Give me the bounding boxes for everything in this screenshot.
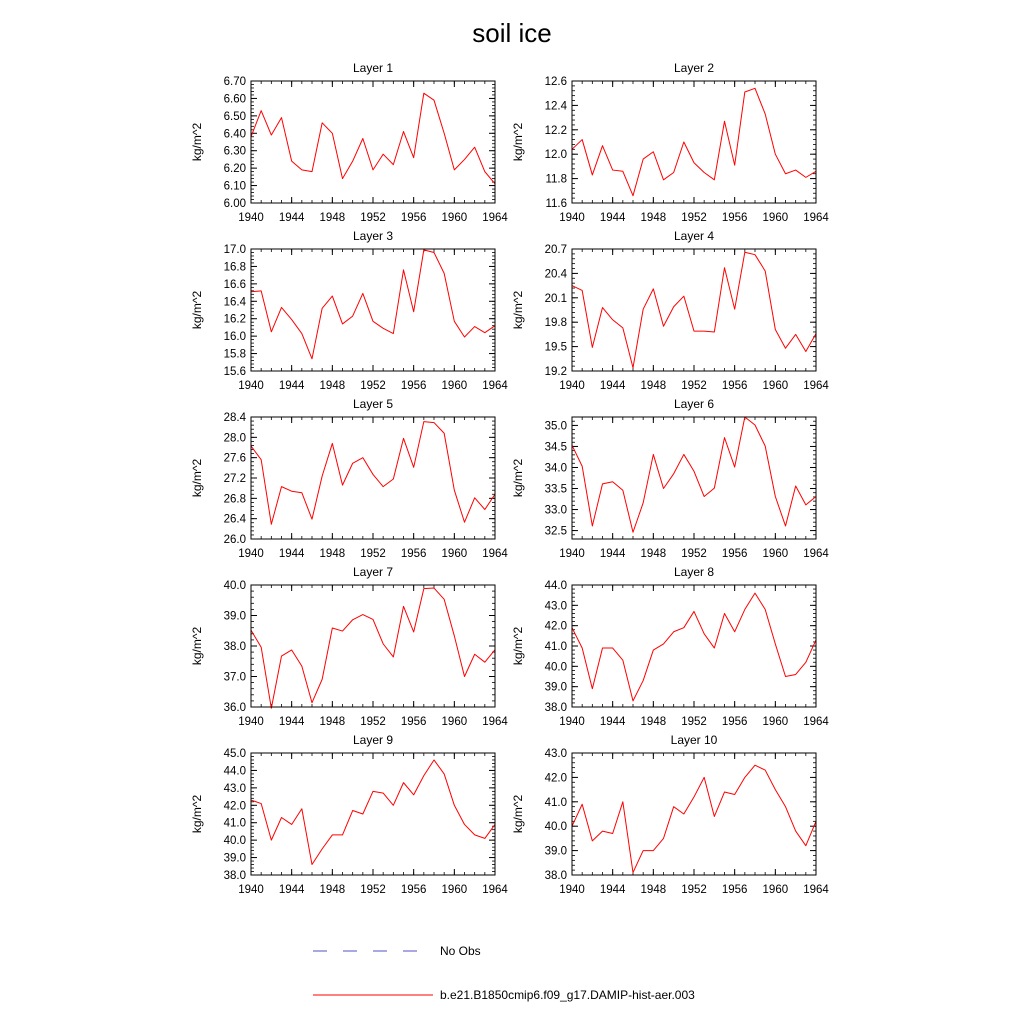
panel-5-frame — [251, 417, 495, 539]
panel-9-title: Layer 9 — [352, 733, 394, 747]
panel-5-xtick-label: 1948 — [319, 548, 346, 560]
panel-2-ytick-label: 11.8 — [545, 173, 567, 186]
panel-7-ytick-label: 36.0 — [223, 702, 246, 714]
panel-6-series-line — [572, 417, 816, 532]
panel-3-xtick-label: 1940 — [238, 380, 264, 392]
panel-4-ytick-label: 19.8 — [544, 317, 567, 330]
panel-5-ytick-label: 28.0 — [223, 432, 246, 445]
panel-5-xtick-label: 1964 — [482, 548, 508, 560]
panel-6-xtick-label: 1952 — [681, 548, 707, 560]
panel-2-ytick-label: 12.2 — [544, 124, 567, 137]
panel-9-ytick-label: 39.0 — [223, 852, 246, 865]
panel-9-ytick-label: 45.0 — [223, 748, 246, 760]
panel-5-ytick-label: 26.4 — [223, 513, 246, 526]
panel-7-ytick-label: 40.0 — [223, 580, 246, 592]
panel-6-xtick-label: 1960 — [762, 548, 789, 560]
panel-3-xtick-label: 1956 — [400, 380, 427, 392]
panel-4-xtick-label: 1940 — [559, 380, 585, 392]
panel-5-ytick-label: 27.6 — [223, 452, 246, 465]
panel-10-xtick-label: 1956 — [721, 884, 748, 896]
panel-8-xtick-label: 1940 — [559, 716, 585, 728]
panel-1-ytick-label: 6.30 — [223, 145, 246, 158]
panel-10-xtick-label: 1964 — [803, 884, 829, 896]
panel-3-ytick-label: 15.6 — [223, 366, 246, 378]
panel-8-xtick-label: 1960 — [762, 716, 789, 728]
panel-3-title: Layer 3 — [352, 229, 394, 243]
panel-8-ytick-label: 43.0 — [544, 600, 567, 613]
panel-10-xtick-label: 1952 — [681, 884, 707, 896]
panel-7-xtick-label: 1964 — [482, 716, 508, 728]
panel-4-ytick-label: 19.2 — [544, 366, 567, 378]
panel-6-ylabel: kg/m^2 — [511, 458, 525, 498]
panel-8-xtick-label: 1948 — [640, 716, 667, 728]
panel-8 — [511, 565, 829, 728]
panel-2-ytick-label: 12.0 — [544, 149, 567, 162]
panel-8-xtick-label: 1964 — [803, 716, 829, 728]
panel-7-xtick-label: 1956 — [400, 716, 427, 728]
panel-9-ytick-label: 41.0 — [223, 817, 246, 830]
panel-1-ytick-label: 6.20 — [223, 163, 246, 176]
panel-1-series-line — [251, 93, 495, 184]
panel-3-ytick-label: 17.0 — [223, 244, 246, 256]
panel-6 — [511, 397, 829, 560]
panel-1-xtick-label: 1940 — [238, 212, 264, 224]
panel-1-xtick-label: 1964 — [482, 212, 508, 224]
panel-3-xtick-label: 1952 — [360, 380, 386, 392]
panel-2-ylabel: kg/m^2 — [511, 122, 525, 162]
panel-6-xtick-label: 1964 — [803, 548, 829, 560]
panel-4-xtick-label: 1956 — [721, 380, 748, 392]
panel-7-xtick-label: 1944 — [278, 716, 305, 728]
legend-model-label: b.e21.B1850cmip6.f09_g17.DAMIP-hist-aer.003 — [440, 988, 695, 1002]
panel-10-series-line — [572, 765, 816, 872]
panel-8-title: Layer 8 — [673, 565, 715, 579]
panel-3-ytick-label: 16.4 — [223, 296, 246, 309]
panel-7-ytick-label: 39.0 — [223, 610, 246, 623]
panel-4-xtick-label: 1960 — [762, 380, 789, 392]
legend-no-obs-label: No Obs — [440, 944, 481, 958]
panel-1-ytick-label: 6.10 — [223, 180, 246, 193]
panel-3-xtick-label: 1948 — [319, 380, 346, 392]
panel-8-series-line — [572, 593, 816, 701]
panel-5 — [190, 397, 508, 560]
panel-7-series-line — [251, 588, 495, 708]
panel-3-ytick-label: 15.8 — [223, 348, 246, 361]
panel-9-xtick-label: 1952 — [360, 884, 386, 896]
panel-6-xtick-label: 1940 — [559, 548, 585, 560]
panel-3-xtick-label: 1944 — [278, 380, 305, 392]
panel-6-xtick-label: 1944 — [599, 548, 626, 560]
panel-5-xtick-label: 1952 — [360, 548, 386, 560]
panel-7-xtick-label: 1960 — [441, 716, 468, 728]
panel-10-ytick-label: 38.0 — [544, 870, 567, 882]
panel-8-xtick-label: 1956 — [721, 716, 748, 728]
panel-4-xtick-label: 1944 — [599, 380, 626, 392]
panel-3-ylabel: kg/m^2 — [190, 290, 204, 330]
panel-9-series-line — [251, 760, 495, 865]
panel-8-ylabel: kg/m^2 — [511, 626, 525, 666]
panel-8-ytick-label: 39.0 — [544, 681, 567, 694]
panel-7-xtick-label: 1940 — [238, 716, 264, 728]
figure-title: soil ice — [472, 18, 552, 48]
panel-8-ytick-label: 41.0 — [544, 641, 567, 653]
panel-5-ylabel: kg/m^2 — [190, 458, 204, 498]
panel-9-xtick-label: 1960 — [441, 884, 468, 896]
panel-4-ytick-label: 20.1 — [544, 292, 567, 305]
panel-10-xtick-label: 1960 — [762, 884, 789, 896]
panel-10-ytick-label: 39.0 — [544, 845, 567, 858]
panel-4-ytick-label: 20.7 — [544, 244, 567, 256]
panel-9-ytick-label: 38.0 — [223, 870, 246, 882]
panel-8-ytick-label: 42.0 — [544, 620, 567, 633]
panel-8-xtick-label: 1952 — [681, 716, 707, 728]
panel-3 — [190, 229, 508, 392]
panel-1-xtick-label: 1952 — [360, 212, 386, 224]
panel-7-xtick-label: 1952 — [360, 716, 386, 728]
panel-1-ytick-label: 6.60 — [223, 93, 246, 106]
panel-1-xtick-label: 1948 — [319, 212, 346, 224]
panel-4 — [511, 229, 829, 392]
panels-grid — [190, 61, 829, 896]
panel-7-frame — [251, 585, 495, 707]
panel-10-xtick-label: 1948 — [640, 884, 667, 896]
panel-4-ytick-label: 19.5 — [544, 341, 567, 354]
panel-6-xtick-label: 1956 — [721, 548, 748, 560]
panel-2-xtick-label: 1948 — [640, 212, 667, 224]
panel-3-frame — [251, 249, 495, 371]
panel-2-xtick-label: 1964 — [803, 212, 829, 224]
panel-1-ytick-label: 6.50 — [223, 110, 246, 123]
panel-9-ytick-label: 44.0 — [223, 765, 246, 778]
panel-9-xtick-label: 1944 — [278, 884, 305, 896]
panel-8-ytick-label: 44.0 — [544, 580, 567, 592]
panel-5-series-line — [251, 422, 495, 525]
panel-9-ytick-label: 43.0 — [223, 782, 246, 795]
panel-5-title: Layer 5 — [352, 397, 394, 411]
panel-3-ytick-label: 16.8 — [223, 261, 246, 274]
panel-4-xtick-label: 1964 — [803, 380, 829, 392]
panel-7-ytick-label: 37.0 — [223, 671, 246, 684]
panel-2-series-line — [572, 88, 816, 195]
panel-6-frame — [572, 417, 816, 539]
panel-3-ytick-label: 16.2 — [223, 313, 246, 326]
panel-6-ytick-label: 33.5 — [544, 483, 567, 496]
panel-10-ytick-label: 43.0 — [544, 748, 567, 760]
panel-2-frame — [572, 81, 816, 203]
panel-2-xtick-label: 1952 — [681, 212, 707, 224]
panel-3-xtick-label: 1960 — [441, 380, 468, 392]
panel-2-xtick-label: 1944 — [599, 212, 626, 224]
panel-6-ytick-label: 34.0 — [544, 462, 567, 475]
panel-1 — [190, 61, 508, 224]
panel-4-ytick-label: 20.4 — [544, 268, 567, 281]
panel-7 — [190, 565, 508, 728]
panel-8-ytick-label: 38.0 — [544, 702, 567, 714]
panel-9-xtick-label: 1940 — [238, 884, 264, 896]
panel-3-ytick-label: 16.6 — [223, 278, 246, 291]
panel-3-xtick-label: 1964 — [482, 380, 508, 392]
panel-1-xtick-label: 1956 — [400, 212, 427, 224]
panel-6-xtick-label: 1948 — [640, 548, 667, 560]
panel-4-ylabel: kg/m^2 — [511, 290, 525, 330]
panel-7-title: Layer 7 — [352, 565, 394, 579]
panel-2-ytick-label: 11.6 — [545, 198, 567, 210]
panel-5-ytick-label: 27.2 — [223, 473, 246, 485]
panel-7-xtick-label: 1948 — [319, 716, 346, 728]
panel-2-xtick-label: 1960 — [762, 212, 789, 224]
panel-8-xtick-label: 1944 — [599, 716, 626, 728]
panel-10-ytick-label: 40.0 — [544, 821, 567, 834]
panel-9-ytick-label: 42.0 — [223, 800, 246, 813]
panel-2-xtick-label: 1940 — [559, 212, 585, 224]
panel-4-title: Layer 4 — [673, 229, 715, 243]
panel-9-xtick-label: 1948 — [319, 884, 346, 896]
panel-5-ytick-label: 28.4 — [223, 412, 246, 424]
panel-1-xtick-label: 1960 — [441, 212, 468, 224]
panel-6-ytick-label: 32.5 — [544, 525, 567, 538]
panel-1-ytick-label: 6.70 — [223, 76, 246, 88]
panel-9-ylabel: kg/m^2 — [190, 794, 204, 834]
panel-10-ytick-label: 42.0 — [544, 772, 567, 785]
panel-5-ytick-label: 26.0 — [223, 534, 246, 546]
panel-7-ylabel: kg/m^2 — [190, 626, 204, 666]
panel-6-title: Layer 6 — [673, 397, 715, 411]
panel-1-title: Layer 1 — [352, 61, 394, 75]
panel-6-ytick-label: 34.5 — [544, 441, 567, 454]
panel-4-xtick-label: 1952 — [681, 380, 707, 392]
panel-5-ytick-label: 26.8 — [223, 493, 246, 506]
panel-10-ylabel: kg/m^2 — [511, 794, 525, 834]
panel-6-ytick-label: 33.0 — [544, 504, 567, 517]
panel-1-ylabel: kg/m^2 — [190, 122, 204, 162]
panel-2-ytick-label: 12.6 — [544, 76, 567, 88]
panel-8-frame — [572, 585, 816, 707]
panel-5-xtick-label: 1940 — [238, 548, 264, 560]
panel-4-frame — [572, 249, 816, 371]
panel-9-ytick-label: 40.0 — [223, 835, 246, 848]
panel-4-xtick-label: 1948 — [640, 380, 667, 392]
panel-10-xtick-label: 1940 — [559, 884, 585, 896]
panel-9-xtick-label: 1964 — [482, 884, 508, 896]
panel-5-xtick-label: 1960 — [441, 548, 468, 560]
panel-10-ytick-label: 41.0 — [544, 796, 567, 809]
panel-4-series-line — [572, 252, 816, 368]
panel-2-title: Layer 2 — [673, 61, 715, 75]
panel-3-ytick-label: 16.0 — [223, 331, 246, 344]
panel-8-ytick-label: 40.0 — [544, 661, 567, 674]
panel-7-ytick-label: 38.0 — [223, 641, 246, 653]
panel-10-title: Layer 10 — [670, 733, 718, 747]
legend — [313, 944, 695, 1002]
panel-2 — [511, 61, 829, 224]
panel-10-frame — [572, 753, 816, 875]
panel-5-xtick-label: 1944 — [278, 548, 305, 560]
panel-1-ytick-label: 6.00 — [223, 198, 246, 210]
panel-10 — [511, 733, 829, 896]
panel-1-ytick-label: 6.40 — [223, 128, 246, 141]
panel-1-xtick-label: 1944 — [278, 212, 305, 224]
panel-2-ytick-label: 12.4 — [544, 100, 567, 113]
panel-3-series-line — [251, 250, 495, 359]
panel-5-xtick-label: 1956 — [400, 548, 427, 560]
panel-6-ytick-label: 35.0 — [544, 420, 567, 433]
panel-2-xtick-label: 1956 — [721, 212, 748, 224]
panel-9-xtick-label: 1956 — [400, 884, 427, 896]
panel-9 — [190, 733, 508, 896]
panel-10-xtick-label: 1944 — [599, 884, 626, 896]
